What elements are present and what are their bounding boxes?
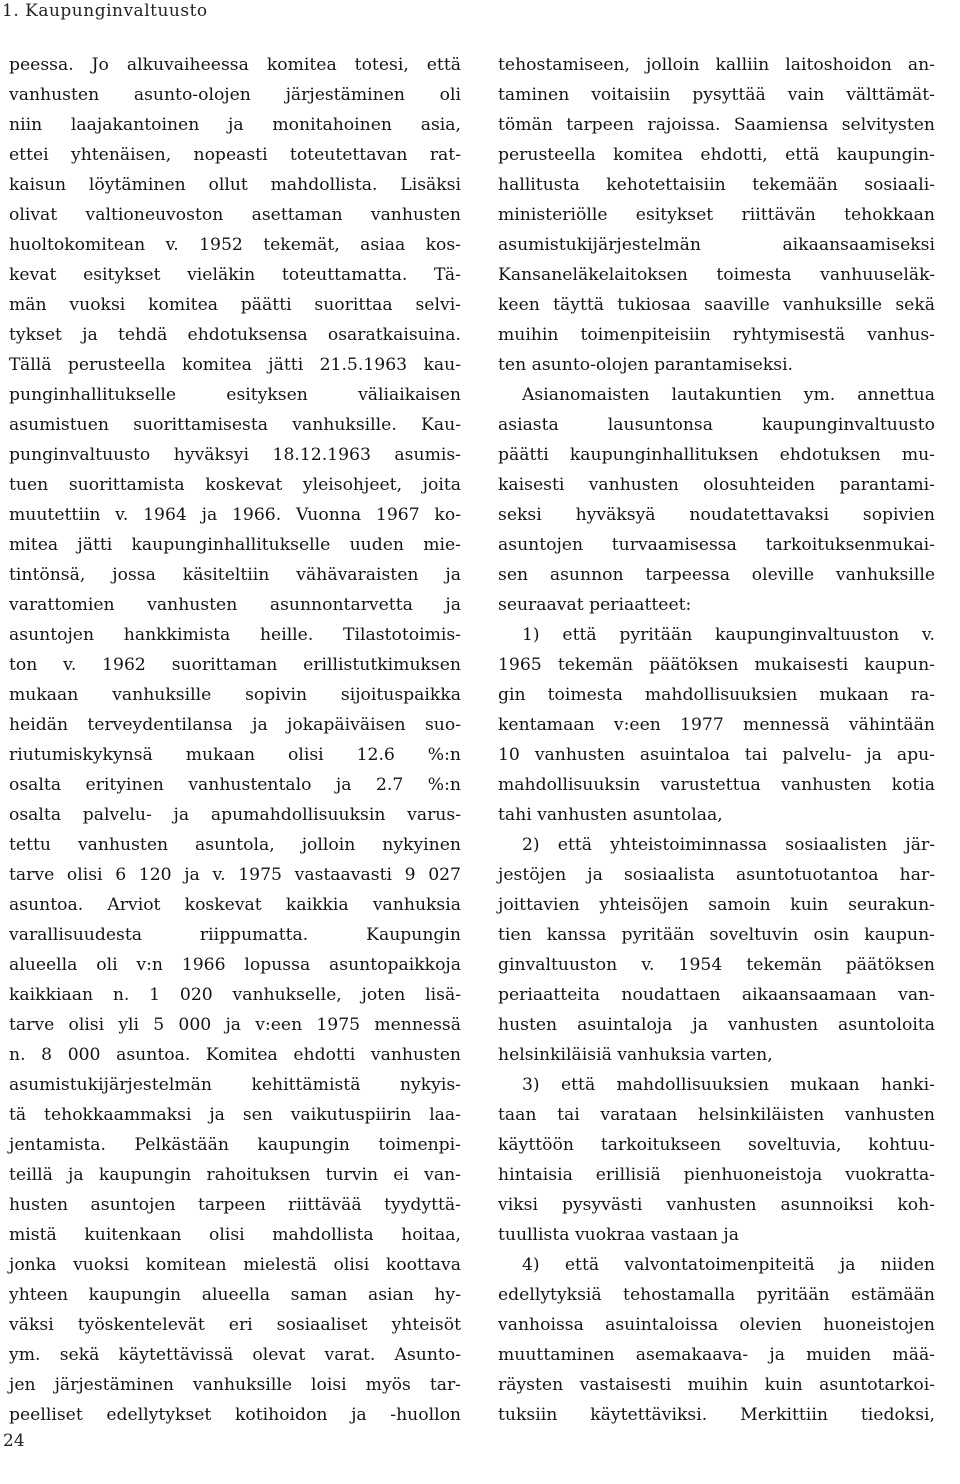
right-column-line: käyttöön tarkoitukseen soveltuvia, kohtuu-: [498, 1135, 935, 1155]
left-column-line: punginhallitukselle esityksen väliaikaisen: [9, 385, 461, 405]
left-column-line: osalta palvelu- ja apumahdollisuuksin varus-: [9, 805, 461, 825]
right-column-line: tömän tarpeen rajoissa. Saamiensa selvitysten: [498, 115, 935, 135]
right-column-line: seuraavat periaatteet:: [498, 595, 692, 615]
left-column-line: yhteen kaupungin alueella saman asian hy-: [9, 1285, 461, 1305]
left-column-line: asuntoa. Arviot koskevat kaikkia vanhuksia: [9, 895, 461, 915]
right-column-line: ministeriölle esitykset riittävän tehokkaan: [498, 205, 935, 225]
left-column-line: jen järjestäminen vanhuksille loisi myös tar-: [9, 1375, 461, 1395]
page-number: 24: [3, 1431, 25, 1451]
right-column-line: kentamaan v:een 1977 mennessä vähintään: [498, 715, 935, 735]
left-column-line: kevat esitykset vieläkin toteuttamatta. Tä-: [9, 265, 461, 285]
right-column-line: husten asuintaloja ja vanhusten asuntoloita: [498, 1015, 935, 1035]
right-column-line: jestöjen ja sosiaalista asuntotuotantoa har-: [498, 865, 935, 885]
right-column-line: 1965 tekemän päätöksen mukaisesti kaupun-: [498, 655, 935, 675]
left-column-line: tä tehokkaammaksi ja sen vaikutuspiirin laa-: [9, 1105, 461, 1125]
right-column-line: muihin toimenpiteisiin ryhtymisestä vanhus-: [498, 325, 935, 345]
left-column-line: vanhusten asunto-olojen järjestäminen oli: [9, 85, 461, 105]
left-column-line: n. 8 000 asuntoa. Komitea ehdotti vanhusten: [9, 1045, 461, 1065]
left-column-line: jentamista. Pelkästään kaupungin toimenpi-: [9, 1135, 461, 1155]
left-column-line: mistä kuitenkaan olisi mahdollista hoitaa,: [9, 1225, 461, 1245]
right-column-line: Asianomaisten lautakuntien ym. annettua: [522, 385, 935, 405]
right-column-line: perusteella komitea ehdotti, että kaupungin-: [498, 145, 935, 165]
right-column-line: tuullista vuokraa vastaan ja: [498, 1225, 739, 1245]
left-column-line: Tällä perusteella komitea jätti 21.5.1963 kau-: [9, 355, 461, 375]
right-column-line: 3) että mahdollisuuksien mukaan hanki-: [522, 1075, 935, 1095]
left-column-line: olivat valtioneuvoston asettaman vanhusten: [9, 205, 461, 225]
right-column-line: hintaisia erillisiä pienhuoneistoja vuokratta-: [498, 1165, 935, 1185]
right-column-line: gin toimesta mahdollisuuksien mukaan ra-: [498, 685, 935, 705]
right-column-line: joittavien yhteisöjen samoin kuin seurakun-: [498, 895, 935, 915]
left-column-line: asumistuen suorittamisesta vanhuksille. Kau-: [9, 415, 461, 435]
right-column-line: taan tai varataan helsinkiläisten vanhusten: [498, 1105, 935, 1125]
right-column-line: hallitusta kehotettaisiin tekemään sosiaali-: [498, 175, 935, 195]
right-column-line: ginvaltuuston v. 1954 tekemän päätöksen: [498, 955, 935, 975]
left-column-line: asuntojen hankkimista heille. Tilastotoimis-: [9, 625, 461, 645]
left-column-line: alueella oli v:n 1966 lopussa asuntopaikkoja: [9, 955, 461, 975]
right-column-line: periaatteita noudattaen aikaansaamaan van-: [498, 985, 935, 1005]
right-column-line: päätti kaupunginhallituksen ehdotuksen mu-: [498, 445, 935, 465]
right-column-line: 4) että valvontatoimenpiteitä ja niiden: [522, 1255, 935, 1275]
left-column-line: peessa. Jo alkuvaiheessa komitea totesi, että: [9, 55, 461, 75]
left-column-line: jonka vuoksi komitean mielestä olisi koottava: [9, 1255, 461, 1275]
right-column-line: räysten vastaisesti muihin kuin asuntotarkoi-: [498, 1375, 935, 1395]
left-column-line: riutumiskykynsä mukaan olisi 12.6 %:n: [9, 745, 461, 765]
right-column-line: Kansaneläkelaitoksen toimesta vanhuuseläk-: [498, 265, 935, 285]
left-column-line: väksi työskentelevät eri sosiaaliset yhteisöt: [9, 1315, 461, 1335]
right-column-line: 2) että yhteistoiminnassa sosiaalisten jär-: [522, 835, 935, 855]
left-column-line: mitea jätti kaupunginhallitukselle uuden mie-: [9, 535, 461, 555]
right-column-line: viksi pysyvästi vanhusten asunnoiksi koh-: [498, 1195, 935, 1215]
left-column-line: tuen suorittamista koskevat yleisohjeet, joita: [9, 475, 461, 495]
right-column-line: tahi vanhusten asuntolaa,: [498, 805, 723, 825]
right-column-line: taminen voitaisiin pysyttää vain välttämät-: [498, 85, 935, 105]
right-column-line: tehostamiseen, jolloin kalliin laitoshoidon an-: [498, 55, 935, 75]
left-column-line: asumistukijärjestelmän kehittämistä nykyis-: [9, 1075, 461, 1095]
left-column-line: niin laajakantoinen ja monitahoinen asia,: [9, 115, 461, 135]
right-column-line: sen asunnon tarpeessa oleville vanhuksille: [498, 565, 935, 585]
left-column-line: ettei yhtenäisen, nopeasti toteutettavan rat-: [9, 145, 461, 165]
right-column-line: tuksiin käytettäviksi. Merkittiin tiedoksi,: [498, 1405, 935, 1425]
left-column-line: tintönsä, jossa käsiteltiin vähävaraisten ja: [9, 565, 461, 585]
right-column-line: vanhoissa asuintaloissa olevien huoneistojen: [498, 1315, 935, 1335]
right-column-line: mahdollisuuksin varustettua vanhusten kotia: [498, 775, 935, 795]
left-column-line: tarve olisi 6 120 ja v. 1975 vastaavasti 9 027: [9, 865, 461, 885]
right-column-line: asuntojen turvaamisessa tarkoituksenmukai-: [498, 535, 935, 555]
right-column-line: 10 vanhusten asuintaloa tai palvelu- ja apu-: [498, 745, 935, 765]
right-column-line: helsinkiläisiä vanhuksia varten,: [498, 1045, 773, 1065]
left-column-line: tykset ja tehdä ehdotuksensa osaratkaisuina.: [9, 325, 461, 345]
right-column-line: kaisesti vanhusten olosuhteiden parantami-: [498, 475, 935, 495]
left-column-line: osalta erityinen vanhustentalo ja 2.7 %:n: [9, 775, 461, 795]
left-column-line: punginvaltuusto hyväksyi 18.12.1963 asumis-: [9, 445, 461, 465]
left-column-line: kaikkiaan n. 1 020 vanhukselle, joten lisä-: [9, 985, 461, 1005]
left-column-line: ym. sekä käytettävissä olevat varat. Asunto-: [9, 1345, 461, 1365]
left-column-line: tarve olisi yli 5 000 ja v:een 1975 mennessä: [9, 1015, 461, 1035]
left-column-line: varallisuudesta riippumatta. Kaupungin: [9, 925, 461, 945]
left-column-line: tettu vanhusten asuntola, jolloin nykyinen: [9, 835, 461, 855]
right-column-line: edellytyksiä tehostamalla pyritään estämään: [498, 1285, 935, 1305]
left-text-column: [9, 50, 461, 1430]
left-column-line: mukaan vanhuksille sopivin sijoituspaikka: [9, 685, 461, 705]
left-column-line: peelliset edellytykset kotihoidon ja -huollon: [9, 1405, 461, 1425]
right-column-line: seksi hyväksyä noudatettavaksi sopivien: [498, 505, 935, 525]
left-column-line: varattomien vanhusten asunnontarvetta ja: [9, 595, 461, 615]
left-column-line: huoltokomitean v. 1952 tekemät, asiaa kos-: [9, 235, 461, 255]
right-text-column: [498, 50, 935, 1430]
left-column-line: kaisun löytäminen ollut mahdollista. Lisäksi: [9, 175, 461, 195]
right-column-line: keen täyttä tukiosaa saaville vanhuksille sekä: [498, 295, 935, 315]
left-column-line: ton v. 1962 suorittaman erillistutkimuksen: [9, 655, 461, 675]
right-column-line: muuttaminen asemakaava- ja muiden mää-: [498, 1345, 935, 1365]
left-column-line: muutettiin v. 1964 ja 1966. Vuonna 1967 ko-: [9, 505, 461, 525]
right-column-line: tien kanssa pyritään soveltuvin osin kaupun-: [498, 925, 935, 945]
left-column-line: män vuoksi komitea päätti suorittaa selvi-: [9, 295, 461, 315]
left-column-line: husten asuntojen tarpeen riittävää tyydyttä-: [9, 1195, 461, 1215]
left-column-line: teillä ja kaupungin rahoituksen turvin ei van-: [9, 1165, 461, 1185]
left-column-line: heidän terveydentilansa ja jokapäiväisen suo-: [9, 715, 461, 735]
right-column-line: 1) että pyritään kaupunginvaltuuston v.: [522, 625, 935, 645]
right-column-line: ten asunto-olojen parantamiseksi.: [498, 355, 794, 375]
right-column-line: asiasta lausuntonsa kaupunginvaltuusto: [498, 415, 935, 435]
right-column-line: asumistukijärjestelmän aikaansaamiseksi: [498, 235, 935, 255]
page-header: 1. Kaupunginvaltuusto: [2, 1, 208, 21]
